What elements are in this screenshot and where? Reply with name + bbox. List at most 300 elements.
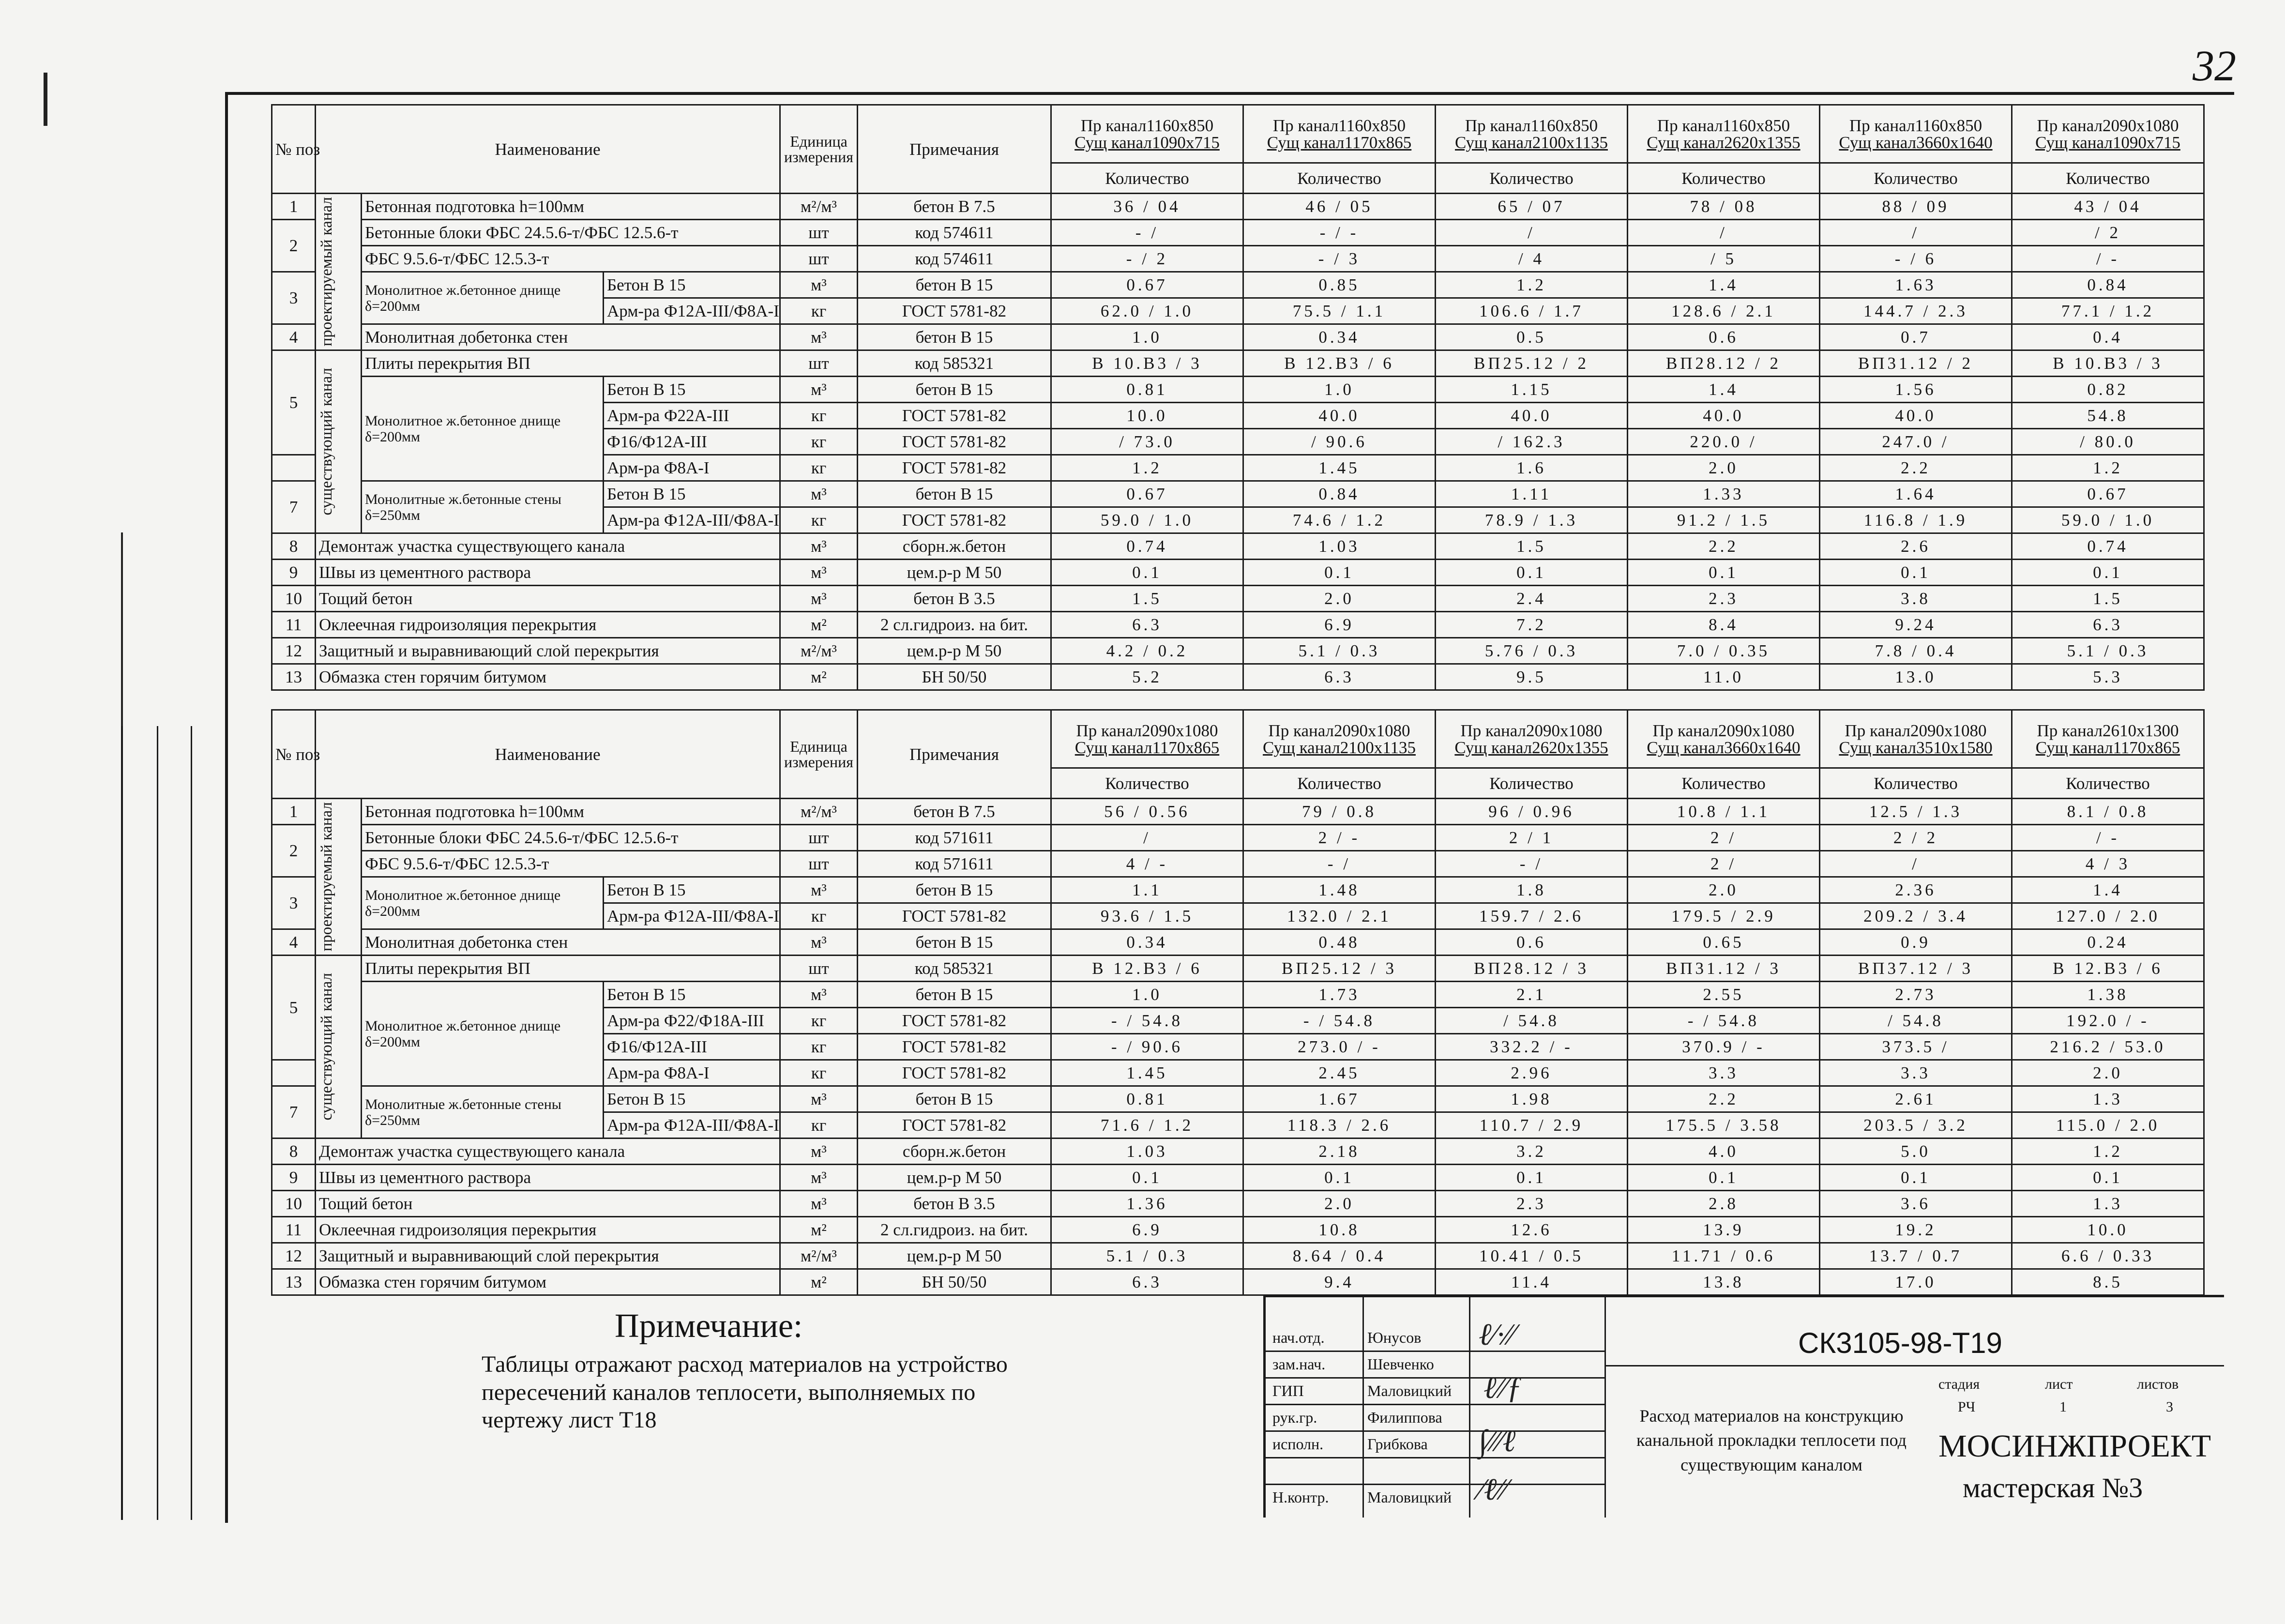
sub-group-label: Монолитное ж.бетонное днище δ=200мм xyxy=(362,982,604,1086)
quantity-cell: 2.0 xyxy=(1628,455,1820,481)
quantity-cell: 13.7 / 0.7 xyxy=(1820,1243,2012,1269)
position-cell: 9 xyxy=(272,1165,316,1191)
quantity-cell: 179.5 / 2.9 xyxy=(1628,903,1820,929)
quantity-cell: 2.18 xyxy=(1243,1138,1436,1165)
quantity-cell: 1.6 xyxy=(1436,455,1628,481)
quantity-cell: 2.0 xyxy=(1243,1191,1436,1217)
quantity-cell: 2.3 xyxy=(1628,586,1820,612)
col-num: № поз xyxy=(272,710,316,799)
qty-header: Количество xyxy=(1436,768,1628,799)
position-cell xyxy=(272,455,316,481)
stage-value: РЧ xyxy=(1958,1399,1976,1415)
unit-cell: кг xyxy=(780,1034,858,1060)
strip-column xyxy=(123,726,158,1520)
table-row xyxy=(272,350,2204,377)
quantity-cell: 12.5 / 1.3 xyxy=(1820,799,2012,825)
note-cell: бетон В 15 xyxy=(858,377,1051,403)
unit-cell: м³ xyxy=(780,560,858,586)
quantity-cell: В 12.В3 / 6 xyxy=(2012,956,2204,982)
quantity-cell: 1.5 xyxy=(1051,586,1243,612)
table-row xyxy=(272,324,2204,350)
note-cell: ГОСТ 5781-82 xyxy=(858,1060,1051,1086)
quantity-cell: 0.81 xyxy=(1051,377,1243,403)
position-cell: 7 xyxy=(272,481,316,533)
organization: МОСИНЖПРОЕКТ xyxy=(1938,1428,2211,1464)
variant-header: Пр канал2090х1080 Сущ канал3660х1640 xyxy=(1628,710,1820,768)
unit-cell: м³ xyxy=(780,272,858,298)
quantity-cell: 0.6 xyxy=(1628,324,1820,350)
quantity-cell: 0.81 xyxy=(1051,1086,1243,1112)
quantity-cell: 2.6 xyxy=(1820,533,2012,560)
quantity-cell: 2 / 2 xyxy=(1820,825,2012,851)
group-label-text: существующий канал xyxy=(318,368,335,516)
quantity-cell: 2.4 xyxy=(1436,586,1628,612)
quantity-cell: 1.73 xyxy=(1243,982,1436,1008)
signature: ℓ∕·∕∕ xyxy=(1479,1317,1515,1351)
sheet-value: 1 xyxy=(2059,1399,2067,1415)
quantity-cell: 2.0 xyxy=(2012,1060,2204,1086)
qty-header: Количество xyxy=(2012,163,2204,194)
quantity-cell: 2 / 1 xyxy=(1436,825,1628,851)
table-row xyxy=(272,664,2204,690)
quantity-cell: 132.0 / 2.1 xyxy=(1243,903,1436,929)
quantity-cell: / 73.0 xyxy=(1051,429,1243,455)
quantity-cell: 7.0 / 0.35 xyxy=(1628,638,1820,664)
quantity-cell: 5.76 / 0.3 xyxy=(1436,638,1628,664)
position-cell: 12 xyxy=(272,1243,316,1269)
quantity-cell: 19.2 xyxy=(1820,1217,2012,1243)
quantity-cell: 0.1 xyxy=(2012,1165,2204,1191)
quantity-cell: 11.4 xyxy=(1436,1269,1628,1295)
materials-table-1 xyxy=(271,104,2205,691)
note-cell: бетон В 15 xyxy=(858,929,1051,956)
quantity-cell: / 5 xyxy=(1628,246,1820,272)
quantity-cell: / 2 xyxy=(2012,220,2204,246)
col-unit: Единица измерения xyxy=(780,105,858,194)
quantity-cell: 192.0 / - xyxy=(2012,1008,2204,1034)
stage-box xyxy=(1934,1372,2224,1421)
note-cell: бетон В 15 xyxy=(858,324,1051,350)
qty-header: Количество xyxy=(1436,163,1628,194)
quantity-cell: ВП28.12 / 3 xyxy=(1436,956,1628,982)
material-name: Арм-ра Ф12А-III/Ф8А-I xyxy=(604,507,780,533)
quantity-cell: 247.0 / xyxy=(1820,429,2012,455)
material-name: Обмазка стен горячим битумом xyxy=(316,1269,780,1295)
quantity-cell: 3.8 xyxy=(1820,586,2012,612)
position-cell: 1 xyxy=(272,799,316,825)
quantity-cell: 10.0 xyxy=(2012,1217,2204,1243)
material-name: Демонтаж участка существующего канала xyxy=(316,1138,780,1165)
quantity-cell: 8.5 xyxy=(2012,1269,2204,1295)
stamp-row: исполн. Грибкова xyxy=(1266,1430,1604,1458)
quantity-cell: 13.0 xyxy=(1820,664,2012,690)
quantity-cell: 1.45 xyxy=(1243,455,1436,481)
quantity-cell: 2.2 xyxy=(1820,455,2012,481)
quantity-cell: 6.9 xyxy=(1243,612,1436,638)
quantity-cell: 0.24 xyxy=(2012,929,2204,956)
unit-cell: кг xyxy=(780,507,858,533)
unit-cell: шт xyxy=(780,350,858,377)
table-row xyxy=(272,877,2204,903)
note-cell: код 585321 xyxy=(858,956,1051,982)
table-row xyxy=(272,586,2204,612)
quantity-cell: 203.5 / 3.2 xyxy=(1820,1112,2012,1138)
quantity-cell: 4 / 3 xyxy=(2012,851,2204,877)
approval-strip xyxy=(121,726,227,1520)
note-cell: БН 50/50 xyxy=(858,1269,1051,1295)
quantity-cell: 1.03 xyxy=(1243,533,1436,560)
quantity-cell: / 54.8 xyxy=(1436,1008,1628,1034)
position-cell: 8 xyxy=(272,1138,316,1165)
unit-cell: м³ xyxy=(780,877,858,903)
quantity-cell: 8.64 / 0.4 xyxy=(1243,1243,1436,1269)
quantity-cell: / - xyxy=(2012,825,2204,851)
qty-header: Количество xyxy=(1051,163,1243,194)
quantity-cell: 1.0 xyxy=(1051,324,1243,350)
quantity-cell: 5.1 / 0.3 xyxy=(2012,638,2204,664)
quantity-cell: 0.48 xyxy=(1243,929,1436,956)
unit-cell: м²/м³ xyxy=(780,1243,858,1269)
table-row xyxy=(272,481,2204,507)
quantity-cell: 56 / 0.56 xyxy=(1051,799,1243,825)
unit-cell: м³ xyxy=(780,324,858,350)
variant-header: Пр канал2090х1080 Сущ канал2620х1355 xyxy=(1436,710,1628,768)
quantity-cell: 0.67 xyxy=(1051,481,1243,507)
quantity-cell: ВП37.12 / 3 xyxy=(1820,956,2012,982)
quantity-cell: 8.4 xyxy=(1628,612,1820,638)
material-name: Ф16/Ф12А-III xyxy=(604,429,780,455)
sheets-label: листов xyxy=(2137,1376,2179,1392)
table-row xyxy=(272,533,2204,560)
material-name: Арм-ра Ф12А-III/Ф8А-I xyxy=(604,298,780,324)
quantity-cell: 0.1 xyxy=(1436,560,1628,586)
quantity-cell: 0.67 xyxy=(2012,481,2204,507)
quantity-cell: - / - xyxy=(1243,220,1436,246)
position-cell: 10 xyxy=(272,1191,316,1217)
document-code: СК3105-98-Т19 xyxy=(1798,1327,2002,1359)
quantity-cell: 2.2 xyxy=(1628,533,1820,560)
material-name: Оклеечная гидроизоляция перекрытия xyxy=(316,612,780,638)
note-text: Таблицы отражают расход материалов на устройство пересечений каналов теплосети, выполняемых по чертежу лист Т18 xyxy=(482,1351,1008,1433)
position-cell: 2 xyxy=(272,220,316,272)
quantity-cell: 78.9 / 1.3 xyxy=(1436,507,1628,533)
unit-cell: м³ xyxy=(780,1191,858,1217)
position-cell: 13 xyxy=(272,664,316,690)
note-cell: ГОСТ 5781-82 xyxy=(858,455,1051,481)
material-name: Тощий бетон xyxy=(316,1191,780,1217)
quantity-cell: 46 / 05 xyxy=(1243,194,1436,220)
strip-column xyxy=(191,726,227,1520)
quantity-cell: 2.0 xyxy=(1243,586,1436,612)
quantity-cell: В 12.В3 / 6 xyxy=(1243,350,1436,377)
quantity-cell: В 12.В3 / 6 xyxy=(1051,956,1243,982)
table-row xyxy=(272,1086,2204,1112)
quantity-cell: ВП31.12 / 2 xyxy=(1820,350,2012,377)
stamp-divider xyxy=(1604,1297,1606,1518)
document-description: Расход материалов на конструкцию канальной прокладки теплосети под существующим каналом xyxy=(1636,1406,1907,1474)
quantity-cell: 159.7 / 2.6 xyxy=(1436,903,1628,929)
position-cell: 5 xyxy=(272,956,316,1060)
col-name: Наименование xyxy=(316,105,780,194)
quantity-cell: 0.84 xyxy=(1243,481,1436,507)
stage-label: стадия xyxy=(1938,1376,1980,1392)
material-name: Арм-ра Ф8А-I xyxy=(604,1060,780,1086)
note-cell: ГОСТ 5781-82 xyxy=(858,1034,1051,1060)
quantity-cell: 1.2 xyxy=(2012,1138,2204,1165)
material-name: Бетонная подготовка h=100мм xyxy=(362,194,780,220)
note-cell: ГОСТ 5781-82 xyxy=(858,429,1051,455)
quantity-cell: 79 / 0.8 xyxy=(1243,799,1436,825)
quantity-cell: 0.1 xyxy=(1628,1165,1820,1191)
quantity-cell: 3.3 xyxy=(1820,1060,2012,1086)
page-number: 32 xyxy=(2193,42,2236,90)
position-cell: 11 xyxy=(272,612,316,638)
quantity-cell: 1.45 xyxy=(1051,1060,1243,1086)
table-row xyxy=(272,194,2204,220)
table-row xyxy=(272,1269,2204,1295)
note-cell: код 574611 xyxy=(858,220,1051,246)
quantity-cell: 144.7 / 2.3 xyxy=(1820,298,2012,324)
quantity-cell: 93.6 / 1.5 xyxy=(1051,903,1243,929)
quantity-cell: 0.65 xyxy=(1628,929,1820,956)
quantity-cell: 17.0 xyxy=(1820,1269,2012,1295)
unit-cell: кг xyxy=(780,903,858,929)
note-cell: бетон В 15 xyxy=(858,877,1051,903)
strip-column xyxy=(157,726,192,1520)
quantity-cell: 6.3 xyxy=(1051,612,1243,638)
quantity-cell: 1.36 xyxy=(1051,1191,1243,1217)
quantity-cell: 2.45 xyxy=(1243,1060,1436,1086)
unit-cell: кг xyxy=(780,403,858,429)
quantity-cell: 40.0 xyxy=(1628,403,1820,429)
unit-cell: м² xyxy=(780,612,858,638)
quantity-cell: 5.0 xyxy=(1820,1138,2012,1165)
unit-cell: кг xyxy=(780,429,858,455)
group-label-text: проектируемый канал xyxy=(318,802,335,952)
quantity-cell: 1.38 xyxy=(2012,982,2204,1008)
position-cell: 13 xyxy=(272,1269,316,1295)
sub-group-label: Монолитное ж.бетонное днище δ=200мм xyxy=(362,272,604,324)
material-name: ФБС 9.5.6-т/ФБС 12.5.3-т xyxy=(362,851,780,877)
quantity-cell: 2.8 xyxy=(1628,1191,1820,1217)
sheets-value: 3 xyxy=(2166,1399,2173,1415)
unit-cell: м³ xyxy=(780,1138,858,1165)
material-name: Защитный и выравнивающий слой перекрытия xyxy=(316,1243,780,1269)
material-name: Арм-ра Ф12А-III/Ф8А-I xyxy=(604,1112,780,1138)
unit-cell: м³ xyxy=(780,533,858,560)
table-row xyxy=(272,612,2204,638)
col-unit: Единица измерения xyxy=(780,710,858,799)
quantity-cell: 11.0 xyxy=(1628,664,1820,690)
unit-cell: кг xyxy=(780,1008,858,1034)
quantity-cell: / 80.0 xyxy=(2012,429,2204,455)
quantity-cell: 9.4 xyxy=(1243,1269,1436,1295)
quantity-cell: 78 / 08 xyxy=(1628,194,1820,220)
quantity-cell: / xyxy=(1820,851,2012,877)
qty-header: Количество xyxy=(1243,768,1436,799)
note-cell: ГОСТ 5781-82 xyxy=(858,1112,1051,1138)
quantity-cell: 10.0 xyxy=(1051,403,1243,429)
note-cell: цем.р-р М 50 xyxy=(858,1243,1051,1269)
table-row xyxy=(272,638,2204,664)
note-title: Примечание: xyxy=(615,1307,803,1345)
material-name: Бетон В 15 xyxy=(604,877,780,903)
quantity-cell: 2 / xyxy=(1628,825,1820,851)
unit-cell: м³ xyxy=(780,1165,858,1191)
material-name: Бетон В 15 xyxy=(604,272,780,298)
quantity-cell: 0.74 xyxy=(1051,533,1243,560)
quantity-cell: 332.2 / - xyxy=(1436,1034,1628,1060)
variant-header: Пр канал1160х850 Сущ канал1090х715 xyxy=(1051,105,1243,163)
note-cell: ГОСТ 5781-82 xyxy=(858,1008,1051,1034)
quantity-cell: 1.2 xyxy=(2012,455,2204,481)
group-label-existing xyxy=(316,350,362,533)
unit-cell: кг xyxy=(780,455,858,481)
unit-cell: м² xyxy=(780,664,858,690)
stamp-row: зам.нач. Шевченко xyxy=(1266,1351,1604,1379)
quantity-cell: 11.71 / 0.6 xyxy=(1628,1243,1820,1269)
qty-header: Количество xyxy=(2012,768,2204,799)
table-row xyxy=(272,851,2204,877)
quantity-cell: 6.3 xyxy=(1051,1269,1243,1295)
material-name: Бетон В 15 xyxy=(604,982,780,1008)
quantity-cell: 71.6 / 1.2 xyxy=(1051,1112,1243,1138)
material-name: Бетон В 15 xyxy=(604,377,780,403)
quantity-cell: В 10.В3 / 3 xyxy=(2012,350,2204,377)
quantity-cell: - / xyxy=(1051,220,1243,246)
quantity-cell: 0.34 xyxy=(1243,324,1436,350)
variant-header: Пр канал2610х1300 Сущ канал1170х865 xyxy=(2012,710,2204,768)
quantity-cell: 216.2 / 53.0 xyxy=(2012,1034,2204,1060)
material-name: Плиты перекрытия ВП xyxy=(362,956,780,982)
position-cell: 10 xyxy=(272,586,316,612)
material-name: Ф16/Ф12А-III xyxy=(604,1034,780,1060)
quantity-cell: ВП31.12 / 3 xyxy=(1628,956,1820,982)
quantity-cell: 13.8 xyxy=(1628,1269,1820,1295)
unit-cell: м² xyxy=(780,1269,858,1295)
col-note: Примечания xyxy=(858,710,1051,799)
material-name: Арм-ра Ф12А-III/Ф8А-I xyxy=(604,903,780,929)
quantity-cell: 40.0 xyxy=(1243,403,1436,429)
quantity-cell: 10.8 / 1.1 xyxy=(1628,799,1820,825)
quantity-cell: 116.8 / 1.9 xyxy=(1820,507,2012,533)
quantity-cell: ВП28.12 / 2 xyxy=(1628,350,1820,377)
quantity-cell: 12.6 xyxy=(1436,1217,1628,1243)
quantity-cell: 1.11 xyxy=(1436,481,1628,507)
quantity-cell: 127.0 / 2.0 xyxy=(2012,903,2204,929)
quantity-cell: 118.3 / 2.6 xyxy=(1243,1112,1436,1138)
quantity-cell: 62.0 / 1.0 xyxy=(1051,298,1243,324)
note-cell: код 585321 xyxy=(858,350,1051,377)
material-name: Демонтаж участка существующего канала xyxy=(316,533,780,560)
material-name: Защитный и выравнивающий слой перекрытия xyxy=(316,638,780,664)
variant-header: Пр канал1160х850 Сущ канал2100х1135 xyxy=(1436,105,1628,163)
unit-cell: шт xyxy=(780,851,858,877)
quantity-cell: 0.7 xyxy=(1820,324,2012,350)
quantity-cell: / 54.8 xyxy=(1820,1008,2012,1034)
quantity-cell: 4.0 xyxy=(1628,1138,1820,1165)
quantity-cell: / xyxy=(1436,220,1628,246)
table-row xyxy=(272,799,2204,825)
quantity-cell: 2.96 xyxy=(1436,1060,1628,1086)
quantity-cell: 9.24 xyxy=(1820,612,2012,638)
note-cell: бетон В 7.5 xyxy=(858,194,1051,220)
quantity-cell: 4 / - xyxy=(1051,851,1243,877)
quantity-cell: / 4 xyxy=(1436,246,1628,272)
note-cell: цем.р-р М 50 xyxy=(858,560,1051,586)
quantity-cell: 2 / xyxy=(1628,851,1820,877)
sub-group-label: Монолитные ж.бетонные стены δ=250мм xyxy=(362,1086,604,1138)
material-name: Швы из цементного раствора xyxy=(316,560,780,586)
quantity-cell: 0.34 xyxy=(1051,929,1243,956)
table-row xyxy=(272,377,2204,403)
unit-cell: м³ xyxy=(780,481,858,507)
quantity-cell: 0.9 xyxy=(1820,929,2012,956)
quantity-cell: В 10.В3 / 3 xyxy=(1051,350,1243,377)
material-name: Бетон В 15 xyxy=(604,1086,780,1112)
quantity-cell: 110.7 / 2.9 xyxy=(1436,1112,1628,1138)
unit-cell: м³ xyxy=(780,586,858,612)
quantity-cell: 91.2 / 1.5 xyxy=(1628,507,1820,533)
quantity-cell: 0.84 xyxy=(2012,272,2204,298)
stamp-row: нач.отд. Юнусов xyxy=(1266,1324,1604,1352)
material-name: Бетон В 15 xyxy=(604,481,780,507)
quantity-cell: 106.6 / 1.7 xyxy=(1436,298,1628,324)
note-cell: бетон В 15 xyxy=(858,272,1051,298)
note-cell: бетон В 3.5 xyxy=(858,1191,1051,1217)
quantity-cell: 0.1 xyxy=(1051,1165,1243,1191)
quantity-cell: 8.1 / 0.8 xyxy=(2012,799,2204,825)
stamp-row: Н.контр. Маловицкий xyxy=(1272,1488,1452,1506)
table-row xyxy=(272,246,2204,272)
note-cell: бетон В 3.5 xyxy=(858,586,1051,612)
material-name: Оклеечная гидроизоляция перекрытия xyxy=(316,1217,780,1243)
unit-cell: м²/м³ xyxy=(780,194,858,220)
quantity-cell: 1.5 xyxy=(1436,533,1628,560)
position-cell: 9 xyxy=(272,560,316,586)
quantity-cell: 54.8 xyxy=(2012,403,2204,429)
quantity-cell: 128.6 / 2.1 xyxy=(1628,298,1820,324)
quantity-cell: 0.1 xyxy=(1243,1165,1436,1191)
position-cell: 11 xyxy=(272,1217,316,1243)
note-cell: сборн.ж.бетон xyxy=(858,533,1051,560)
quantity-cell: 373.5 / xyxy=(1820,1034,2012,1060)
material-name: Монолитная добетонка стен xyxy=(362,929,780,956)
quantity-cell: 7.8 / 0.4 xyxy=(1820,638,2012,664)
quantity-cell: 2.2 xyxy=(1628,1086,1820,1112)
quantity-cell: 1.1 xyxy=(1051,877,1243,903)
quantity-cell: 1.63 xyxy=(1820,272,2012,298)
qty-header: Количество xyxy=(1820,768,2012,799)
note-cell: код 571611 xyxy=(858,825,1051,851)
variant-header: Пр канал2090х1080 Сущ канал1170х865 xyxy=(1051,710,1243,768)
quantity-cell: 0.74 xyxy=(2012,533,2204,560)
quantity-cell: 2.61 xyxy=(1820,1086,2012,1112)
position-cell: 1 xyxy=(272,194,316,220)
title-block xyxy=(1263,1295,2224,1518)
material-name: Монолитная добетонка стен xyxy=(362,324,780,350)
quantity-cell: 370.9 / - xyxy=(1628,1034,1820,1060)
table-row xyxy=(272,956,2204,982)
quantity-cell: 1.67 xyxy=(1243,1086,1436,1112)
qty-header: Количество xyxy=(1820,163,2012,194)
variant-header: Пр канал2090х1080 Сущ канал1090х715 xyxy=(2012,105,2204,163)
workshop: мастерская №3 xyxy=(1963,1472,2143,1503)
table-row xyxy=(272,1191,2204,1217)
variant-header: Пр канал1160х850 Сущ канал1170х865 xyxy=(1243,105,1436,163)
note-cell: ГОСТ 5781-82 xyxy=(858,903,1051,929)
material-name: Бетонная подготовка h=100мм xyxy=(362,799,780,825)
